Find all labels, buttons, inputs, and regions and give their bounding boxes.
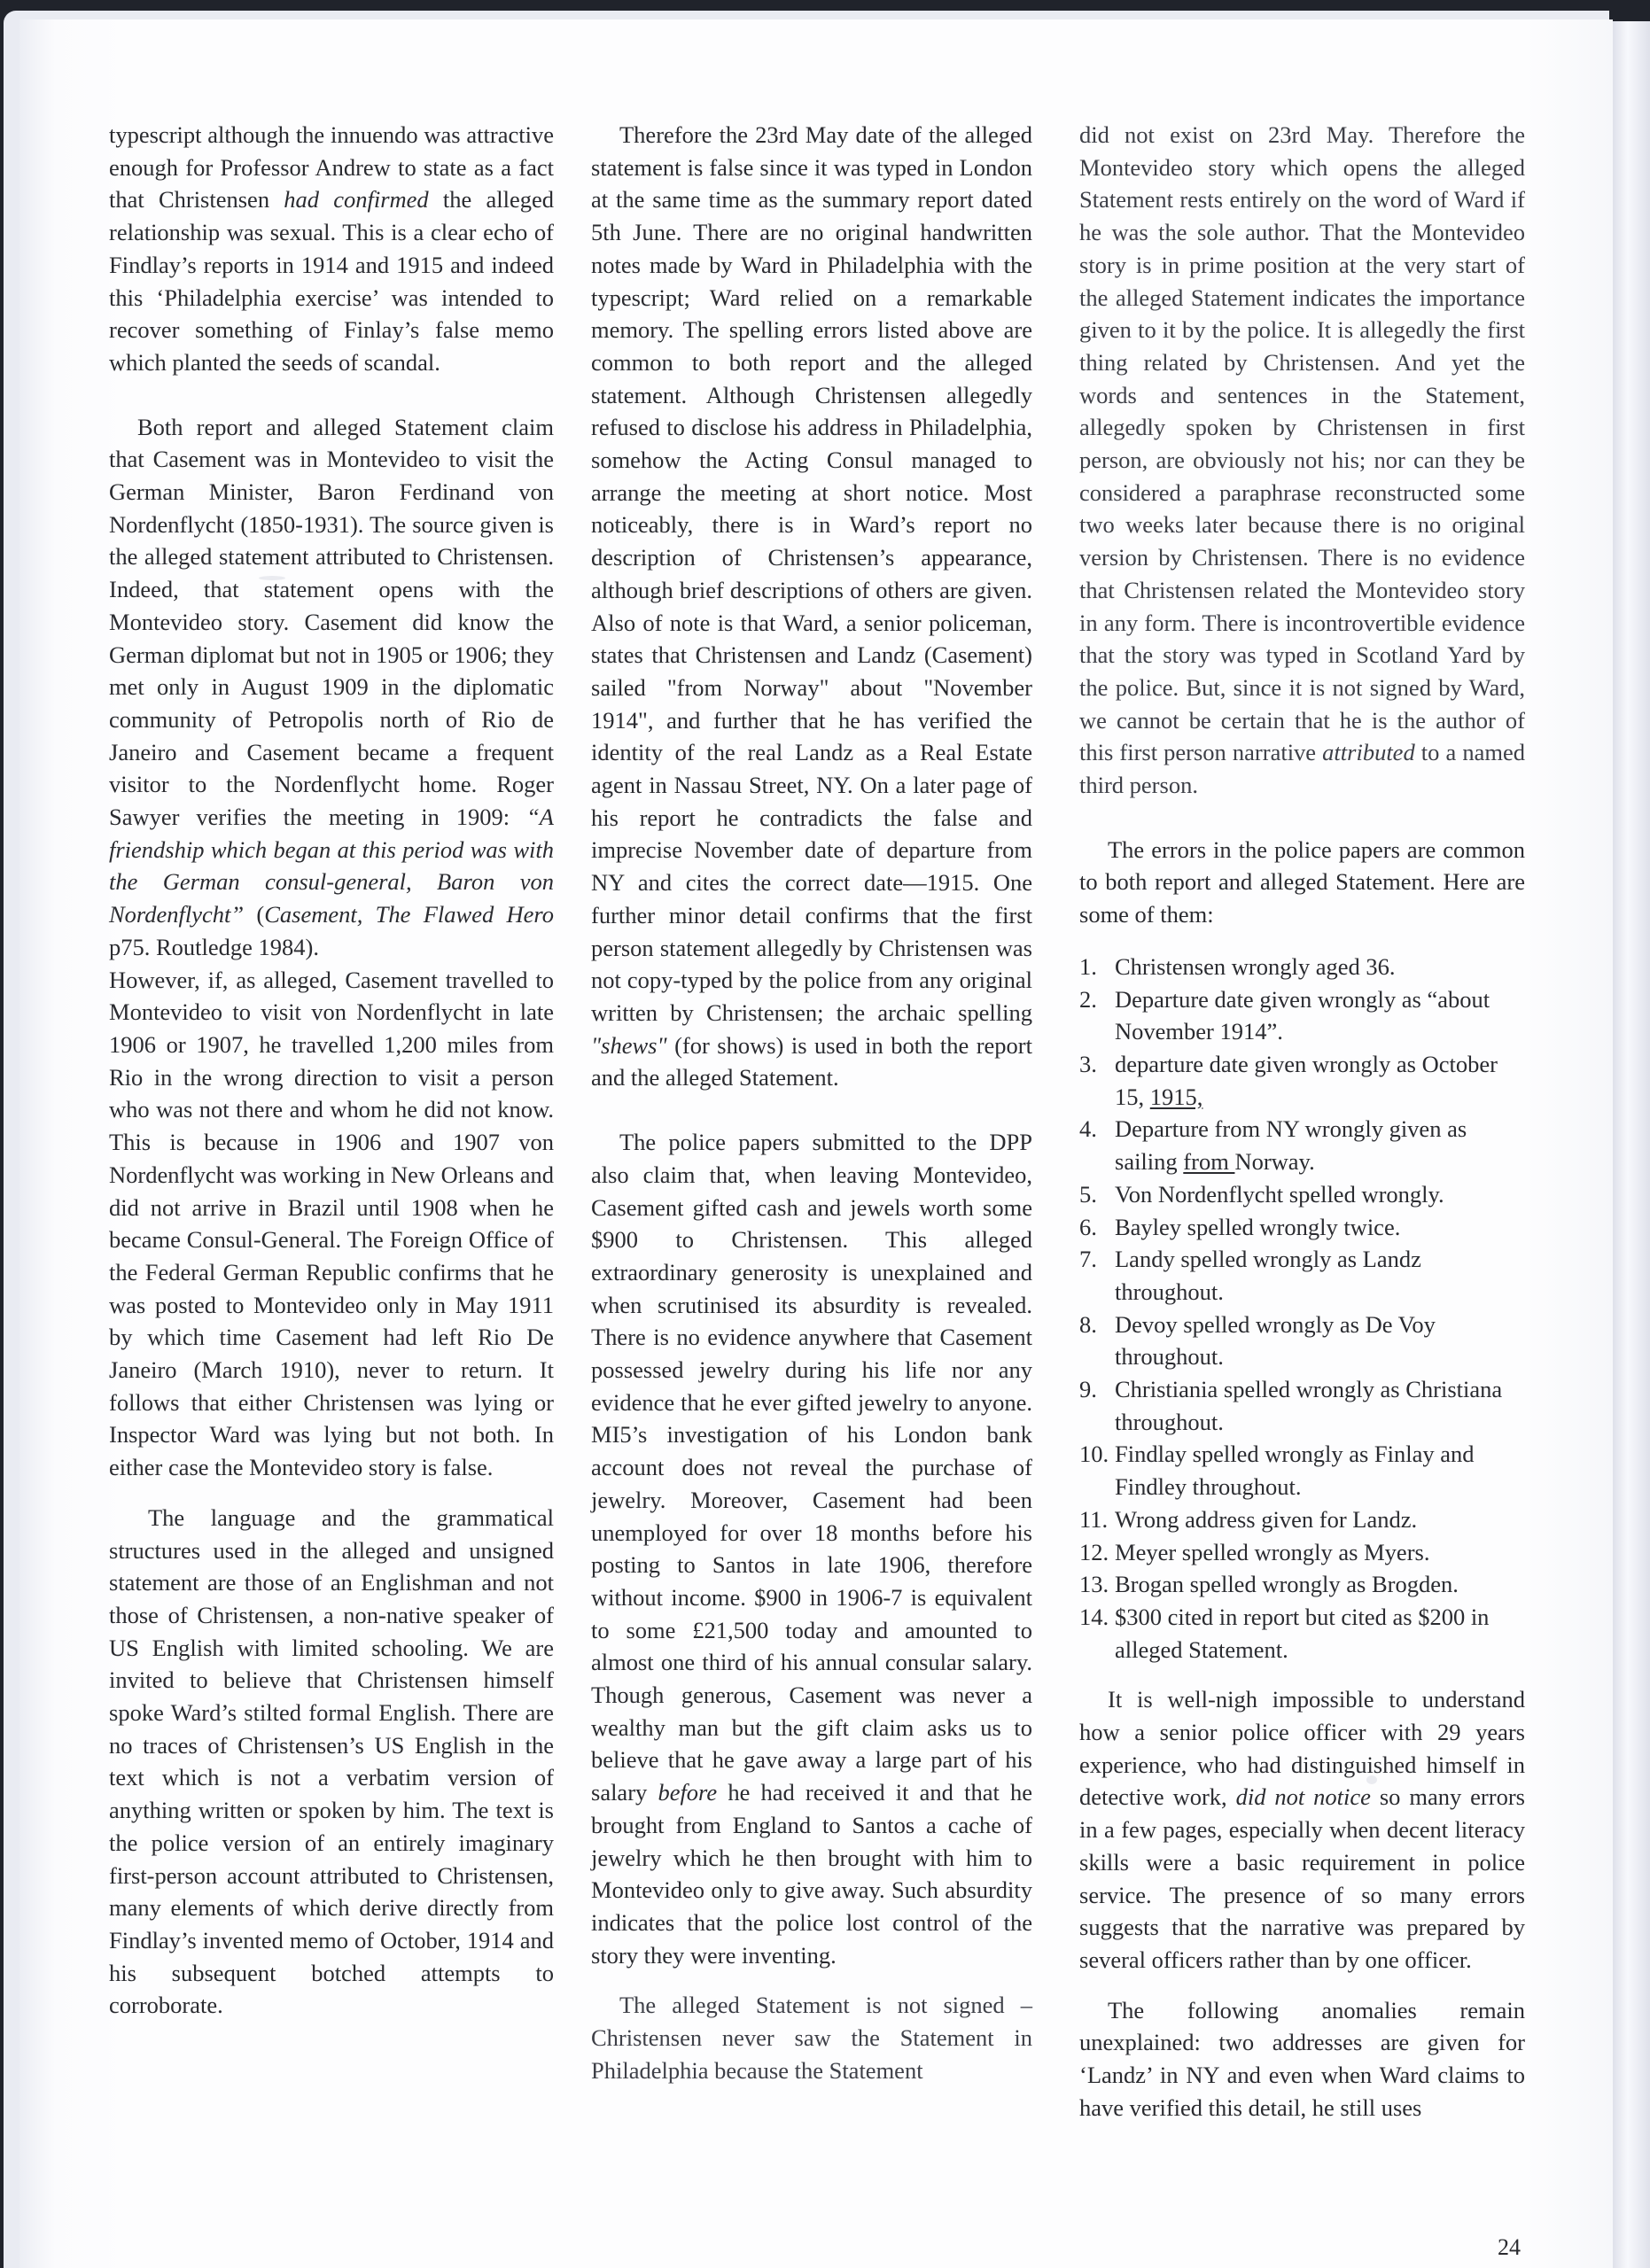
paragraph (109, 411, 554, 964)
paragraph: The errors in the police papers are common to both report and alleged Statement. Here are some of them: (1079, 835, 1525, 928)
list-item (1079, 1243, 1525, 1308)
scan-smudge (259, 576, 285, 580)
list-item (1079, 983, 1525, 1048)
text: did not exist on 23rd May. Therefore the Montevideo story which opens the alleged Statement rests entirely on the word of Ward if he was the sole author. That the Montevideo story is in prime position at the very start of the alleged Statement indicates the importance given to it by the police. It is allegedly the first thing related by Christensen. And yet the words and sentences in the Statement, allegedly spoken by Christensen in first person, are obviously not his; nor can they be considered a paraphrase reconstructed some two weeks later because there is no original version by Christensen. There is no evidence that Christensen related the Montevideo story in any form. There is incontrovertible evidence that the story was typed in Scotland Yard by the police. But, since it is not signed by Ward, we cannot be certain that he is the author of this first person narrative (1079, 121, 1525, 766)
text: to a named third person. (1079, 739, 1525, 799)
underlined-text: from (1183, 1148, 1235, 1176)
list-number: 9. (1079, 1376, 1097, 1403)
list-item (1079, 1048, 1525, 1113)
list-number: 12. (1079, 1538, 1109, 1565)
list-item (1079, 1503, 1525, 1536)
underlined-text: 1915, (1149, 1083, 1203, 1110)
text: p75. Routledge 1984). (109, 933, 319, 960)
paragraph: The language and the grammatical structures used in the alleged and unsigned statement are those of an Englishman and not those of Christensen, a non-native speaker of US English with limited schooling. We are invited to believe that Christensen himself spoke Ward’s stilted formal English. There are no traces of Christensen’s US English in the text which is not a verbatim version of anything written or spoken by him. The text is the police version of an entirely imaginary first-person account attributed to Christensen, many elements of which derive directly from Findlay’s invented memo of October, 1914 and his subsequent botched attempts to corroborate. (109, 1503, 554, 2019)
list-text: Departure from NY wrongly given as sailing (1115, 1115, 1467, 1176)
list-number: 6. (1079, 1213, 1097, 1240)
text: typescript although the innuendo was attractive enough for Professor Andrew to state as a fact that Christensen (109, 121, 554, 214)
list-item (1079, 1113, 1525, 1177)
column-right (1079, 119, 1525, 2124)
list-number: 5. (1079, 1180, 1097, 1208)
emphasis: had confirmed (284, 186, 429, 214)
document-page (19, 19, 1613, 2268)
paragraph (591, 119, 1032, 1094)
list-item (1079, 1568, 1525, 1601)
paragraph: The following anomalies remain unexplained: two addresses are given for ‘Landz’ in NY and even when Ward claims to have verified this detail, he still uses (1079, 1996, 1525, 2121)
error-list (1079, 951, 1525, 1666)
paragraph (1079, 119, 1525, 802)
paragraph (109, 119, 554, 379)
paragraph (1079, 1683, 1525, 1976)
emphasis: "shews" (591, 1031, 667, 1059)
text: so many errors in a few pages, especially when decent literacy skills were a basic requirement in police service. The presence of so many errors suggests that the narrative was prepared by several officers rather than by one officer. (1079, 1783, 1525, 1973)
text: ( (244, 901, 265, 928)
list-text: Meyer spelled wrongly as Myers. (1115, 1538, 1430, 1565)
list-text: Bayley spelled wrongly twice. (1115, 1213, 1401, 1240)
quotation: “A friendship which began at this period was with the German consul-general, Baron von Nordenflycht” (109, 804, 554, 928)
list-text: Devoy spelled wrongly as De Voy throughout. (1115, 1310, 1436, 1371)
text: It is well-nigh impossible to understand how a senior police officer with 29 years experience, who had distinguished himself in detective work, (1079, 1686, 1525, 1811)
list-number: 8. (1079, 1310, 1097, 1338)
list-text: Landy spelled wrongly as Landz throughout. (1115, 1246, 1421, 1305)
list-text: Christensen wrongly aged 36. (1115, 952, 1396, 980)
list-text: Findlay spelled wrongly as Finlay and Findley throughout. (1115, 1441, 1475, 1501)
list-number: 10. (1079, 1441, 1109, 1468)
list-number: 7. (1079, 1246, 1097, 1273)
list-number: 13. (1079, 1571, 1109, 1598)
page-number: 24 (1498, 2234, 1521, 2260)
column-left (109, 119, 554, 2022)
paragraph (591, 1126, 1032, 1971)
list-item (1079, 1211, 1525, 1244)
page-edge (1613, 21, 1650, 2268)
emphasis: did not notice (1235, 1783, 1371, 1811)
list-number: 14. (1079, 1603, 1109, 1630)
list-item (1079, 1438, 1525, 1503)
emphasis: attributed (1322, 739, 1415, 766)
list-item (1079, 1309, 1525, 1373)
list-text: $300 cited in report but cited as $200 in alleged Statement. (1115, 1603, 1490, 1663)
column-middle (591, 119, 1032, 2086)
list-text: Von Nordenflycht spelled wrongly. (1115, 1180, 1444, 1208)
list-item (1079, 1536, 1525, 1569)
list-text: departure date given wrongly as October 15, (1115, 1050, 1498, 1110)
list-item (1079, 1373, 1525, 1438)
list-text: Departure date given wrongly as “about November 1914”. (1115, 985, 1490, 1045)
text: the alleged relationship was sexual. This is a clear echo of Findlay’s reports in 1914 and 1915 and indeed this ‘Philadelphia exercise’ was intended to recover something of Finlay’s false memo which planted the seeds of scandal. (109, 186, 554, 376)
list-text: Christiania spelled wrongly as Christiana throughout. (1115, 1376, 1503, 1435)
list-text: Wrong address given for Landz. (1115, 1505, 1418, 1533)
list-item (1079, 1178, 1525, 1211)
text: Therefore the 23rd May date of the alleged statement is false since it was typed in London at the same time as the summary report dated 5th June. There are no original handwritten notes made by Ward in Philadelphia with the typescript; Ward relied on a remarkable memory. The spelling errors listed above are common to both report and the alleged statement. Although Christensen allegedly refused to disclose his address in Philadelphia, somehow the Acting Consul managed to arrange the meeting at short notice. Most noticeably, there is in Ward’s report no description of Christensen’s appearance, although brief descriptions of others are given. Also of note is that Ward, a senior policeman, states that Christensen and Landz (Casement) sailed "from Norway" about "November 1914", and further that he has verified the identity of the real Landz as a Real Estate agent in Nassau Street, NY. On a later page of his report he contradicts the false and imprecise November date of departure from NY and cites the correct date—1915. One further minor detail confirms that the first person statement allegedly by Christensen was not copy-typed by the police from any original written by Christensen; the archaic spelling (591, 121, 1032, 1026)
book-title: Casement, The Flawed Hero (264, 901, 554, 928)
text: The police papers submitted to the DPP also claim that, when leaving Montevideo, Casement gifted cash and jewels worth some $900 to Christensen. This alleged extraordinary generosity is unexplained and when scrutinised its absurdity is revealed. There is no evidence anywhere that Casement possessed jewelry during his life nor any evidence that he ever gifted jewelry to anyone. MI5’s investigation of his London bank account does not reveal the purchase of jewelry. Moreover, Casement had been unemployed for over 18 months before his posting to Santos in late 1906, therefore without income. $900 in 1906-7 is equivalent to some £21,500 today and amounted to almost one third of his annual consular salary. Though generous, Casement was never a wealthy man but the gift claim asks us to believe that he gave away a large part of his salary (591, 1129, 1032, 1806)
paragraph: The alleged Statement is not signed – Christensen never saw the Statement in Philadelphia because the Statement (591, 1992, 1032, 2084)
list-item (1079, 1601, 1525, 1666)
text: (for shows) is used in both the report and the alleged Statement. (591, 1031, 1032, 1091)
list-number: 3. (1079, 1050, 1097, 1077)
list-item (1079, 951, 1525, 983)
list-number: 11. (1079, 1505, 1109, 1533)
list-text: Brogan spelled wrongly as Brogden. (1115, 1571, 1459, 1598)
paragraph: However, if, as alleged, Casement travelled to Montevideo to visit von Nordenflycht in late 1906 or 1907, he travelled 1,200 miles from Rio in the wrong direction to visit a person who was not there and whom he did not know. This is because in 1906 and 1907 von Nordenflycht was working in New Orleans and did not arrive in Brazil until 1908 when he became Consul-General. The Foreign Office of the Federal German Republic confirms that he was posted to Montevideo only in May 1911 by which time Casement had left Rio De Janeiro (March 1910), never to return. It follows that either Christensen was lying or Inspector Ward was lying but not both. In either case the Montevideo story is false. (109, 966, 554, 1481)
list-number: 1. (1079, 952, 1097, 980)
list-number: 4. (1079, 1115, 1097, 1143)
list-number: 2. (1079, 985, 1097, 1013)
scan-smudge (1366, 1775, 1377, 1784)
list-text: Norway. (1234, 1148, 1315, 1176)
text: he had received it and that he brought from England to Santos a cache of jewelry which he then brought with him to Montevideo only to give away. Such absurdity indicates that the police lost control of the story they were inventing. (591, 1779, 1032, 1969)
text: Both report and alleged Statement claim that Casement was in Montevideo to visit the German Minister, Baron Ferdinand von Nordenflycht (1850-1931). The source given is the alleged statement attributed to Christensen. Indeed, that statement opens with the Montevideo story. Casement did know the German diplomat but not in 1905 or 1906; they met only in August 1909 in the diplomatic community of Petropolis north of Rio de Janeiro and Casement became a frequent visitor to the Nordenflycht home. Roger Sawyer verifies the meeting in 1909: (109, 413, 554, 831)
emphasis: before (658, 1779, 718, 1806)
